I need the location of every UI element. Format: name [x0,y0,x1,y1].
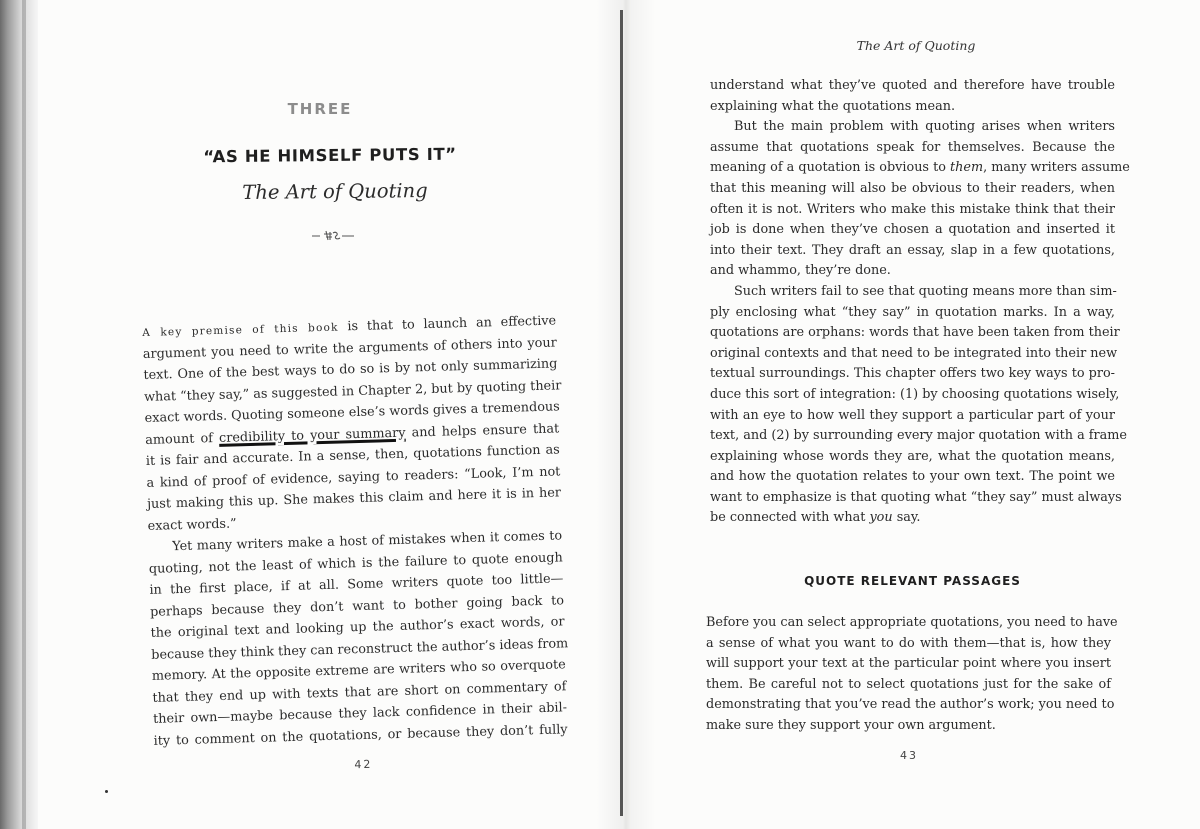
text-line: make sure they support your own argument. [706,717,996,733]
chapter-title: “AS HE HIMSELF PUTS IT” [203,144,457,167]
chapter-subtitle: The Art of Quoting [242,179,428,204]
section-heading: QUOTE RELEVANT PASSAGES [804,574,1021,588]
scan-edge-shadow [0,0,38,829]
text-line: want to emphasize is that quoting what “they say” must always [710,489,1122,505]
italic-word: you [869,510,893,526]
left-page [130,0,569,829]
text-line: Such writers fail to see that quoting means more than sim- [734,283,1117,299]
text-line: textual surroundings. This chapter offers two key ways to pro- [710,366,1115,382]
text-line: ity to comment on the quotations, or because they don’t fully [153,721,568,749]
text-line: a kind of proof of evidence, saying to readers: “Look, I’m not [146,463,561,491]
text-line: and how the quotation relates to your own text. The point we [710,469,1115,485]
left-body-text [142,310,569,776]
text-line: what “they say,” as suggested in Chapter 2, but by quoting their [143,377,562,405]
text-line: into their text. They draft an essay, slap in a few quotations, [710,242,1115,258]
text-line: in the first place, if at all. Some writers quote too little— [149,571,564,598]
text-line: be connected with what you say. [710,510,921,526]
text-line: memory. At the opposite extreme are writers who so overquote [151,657,566,684]
text-line: that they end up with texts that are short on commentary of [152,678,567,706]
text-line: amount of credibility to your summary and helps ensure that [145,420,560,448]
text-line: explaining what the quotations mean. [710,98,956,114]
text-line: duce this sort of integration: (1) by choosing quotations wisely, [710,386,1120,402]
text-line: a sense of what you want to do with them—that is, how they [706,635,1111,651]
text-line: the original text and looking up the author’s exact words, or [150,614,565,641]
text-line: will support your text at the particular point where you insert [706,656,1111,672]
text-line: text, and (2) by surrounding every major quotation with a frame [710,428,1127,444]
book-gutter [620,10,623,816]
text-line: A key premise of this book is that to launch an effective [142,313,557,339]
text-line: with an eye to how well they support a particular part of your [710,407,1115,423]
text-line: Before you can select appropriate quotations, you need to have [706,615,1118,630]
text-line: it is fair and accurate. In a sense, then, quotations function as [145,442,560,469]
italic-word: them [949,160,984,176]
running-head: The Art of Quoting [856,38,976,53]
text-line: ply enclosing what “they say” in quotation marks. In a way, [710,304,1115,320]
text-line: assume that quotations speak for themselves. Because the [710,139,1115,155]
gutter-shadow [596,0,656,829]
text-line: original contexts and that need to be integrated into their new [710,345,1118,361]
text-line: and whammo, they’re done. [710,263,891,279]
page-number: 42 [354,757,373,772]
text-line: them. Be careful not to select quotations just for the sake of [706,676,1111,692]
text-line: exact words.” [147,515,237,534]
text-line: text. One of the best ways to do so is by not only summarizing [143,356,558,383]
text-line: because they think they can reconstruct the author’s ideas from [151,635,569,663]
text-line: that this meaning will also be obvious to their readers, when [710,180,1115,196]
text-line: perhaps because they don’t want to bother going back to [149,592,565,620]
right-body-text [710,76,1130,529]
text-line: exact words. Quoting someone else’s words gives a tremendous [144,399,560,426]
text-line: meaning of a quotation is obvious to them, many writers assume [710,160,1130,176]
right-section-text [706,613,1118,762]
text-line: quotations are orphans: words that have been taken from their [710,325,1120,341]
text-line: their own—maybe because they lack confidence in their abil- [152,700,568,727]
text-line: But the main problem with quoting arises when writers [734,119,1115,135]
page-number: 43 [900,748,918,762]
run-in-small-caps: A key premise of this book [142,321,339,339]
text-line: argument you need to write the arguments of others into your [142,334,557,362]
text-line: Yet many writers make a host of mistakes when it comes to [172,528,563,555]
scan-edge-line [22,0,26,829]
text-line: job is done when they’ve chosen a quotation and inserted it [710,222,1115,238]
scan-speck [105,790,108,793]
text-line: often it is not. Writers who make this mistake think that their [710,201,1115,217]
chapter-number: THREE [287,100,353,118]
text-line: demonstrating that you’ve read the author’s work; you need to [706,697,1115,713]
underlined-phrase: credibility to your summary [218,425,406,446]
fleuron-ornament-icon [306,228,366,242]
text-line: quoting, not the least of which is the failure to quote enough [148,549,563,577]
text-line: just making this up. She makes this claim and here it is in her [146,485,562,512]
text-line: explaining whose words they are, what the quotation means, [710,448,1115,464]
text-line: understand what they’ve quoted and therefore have trouble [710,78,1115,93]
